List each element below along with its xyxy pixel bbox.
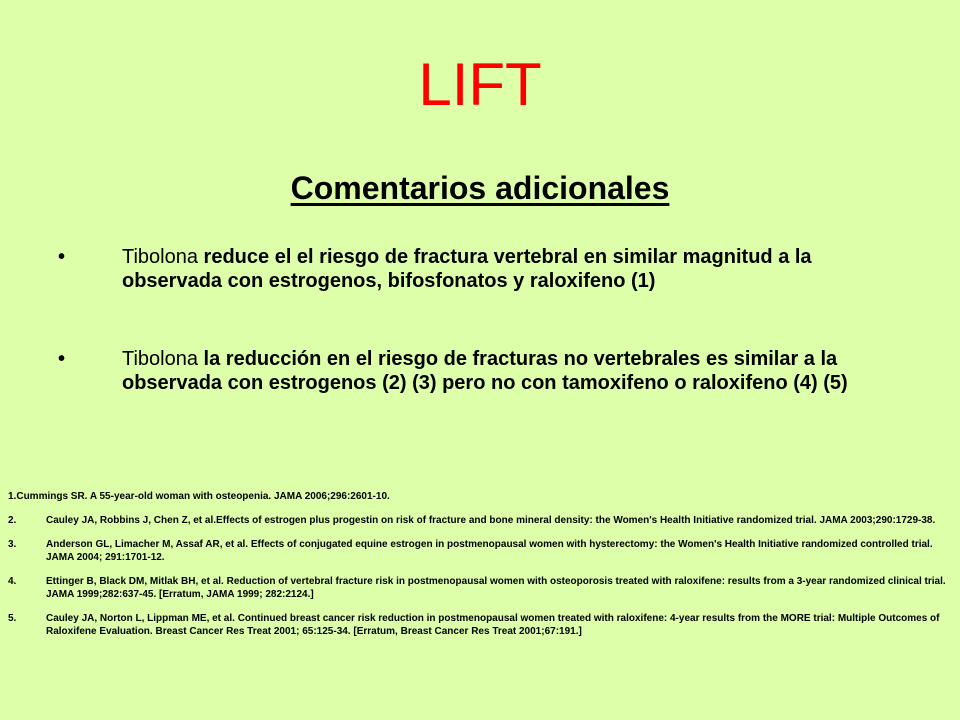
reference-text: Cauley JA, Robbins J, Chen Z, et al.Effects of estrogen plus progestin on risk of fracture and bone mineral density: the Women's Health Initiative randomized trial. JAMA 2003;290:1729-38. xyxy=(46,515,936,526)
bullet-text xyxy=(122,245,858,293)
reference-text: Ettinger B, Black DM, Mitlak BH, et al. Reduction of vertebral fracture risk in postmenopausal women with osteoporosis treated with raloxifene: results from a 3-year randomized clinical trial. JAMA 1999;282:637-45. [Erratum, JAMA 1999; 282:2124.] xyxy=(46,576,946,600)
bullet-item xyxy=(58,347,858,395)
bullet-text xyxy=(122,347,858,395)
bullet-marker: • xyxy=(58,348,66,370)
reference-number: 2. xyxy=(8,515,17,526)
slide-subtitle: Comentarios adicionales xyxy=(290,170,670,206)
bullet-lead: Tibolona xyxy=(122,246,204,268)
reference-item xyxy=(8,612,954,638)
reference-number: 3. xyxy=(8,539,17,550)
references-list xyxy=(8,490,954,649)
reference-number: 4. xyxy=(8,576,17,587)
bullet-body: la reducción en el riesgo de fracturas no vertebrales es similar a la observada con estrogenos (2) (3) pero no con tamoxifeno o raloxifeno (4) (5) xyxy=(122,348,848,394)
reference-item xyxy=(8,538,954,564)
bullet-body: reduce el el riesgo de fractura vertebral en similar magnitud a la observada con estrogenos, bifosfonatos y raloxifeno (1) xyxy=(122,246,812,292)
reference-number: 1. xyxy=(8,491,17,502)
reference-item xyxy=(8,490,954,503)
reference-text: Cummings SR. A 55-year-old woman with osteopenia. JAMA 2006;296:2601-10. xyxy=(16,491,390,502)
reference-text: Cauley JA, Norton L, Lippman ME, et al. Continued breast cancer risk reduction in postmenopausal women treated with raloxifene: 4-year results from the MORE trial: Multiple Outcomes of Raloxifene Evaluation. Breast Cancer Res Treat 2001; 65:125-34. [Erratum, Breast Cancer Res Treat 2001;67:191.] xyxy=(46,613,940,637)
bullet-lead: Tibolona xyxy=(122,348,204,370)
bullet-item xyxy=(58,245,858,293)
reference-item xyxy=(8,514,954,527)
reference-item xyxy=(8,575,954,601)
bullet-marker: • xyxy=(58,246,66,268)
slide-title: LIFT xyxy=(418,51,542,118)
reference-text: Anderson GL, Limacher M, Assaf AR, et al. Effects of conjugated equine estrogen in postmenopausal women with hysterectomy: the Women's Health Initiative randomized controlled trial. JAMA 2004; 291:1701-12. xyxy=(46,539,933,563)
reference-number: 5. xyxy=(8,613,17,624)
